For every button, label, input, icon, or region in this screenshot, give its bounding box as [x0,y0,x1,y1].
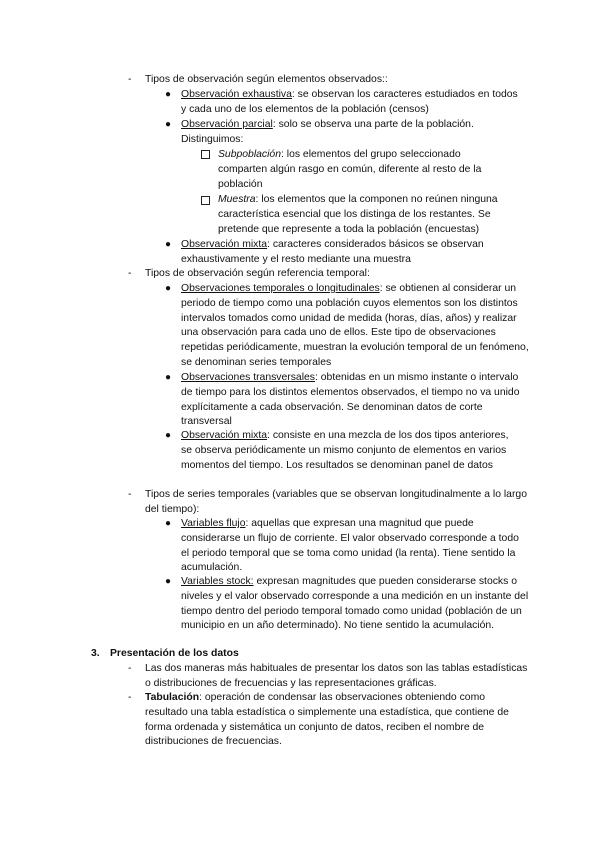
s1-sub-1: Subpoblación: los elementos del grupo seleccionado comparten algún rasgo en común, diferente al resto de la población [218,149,482,190]
s4-paragraph-2: Tabulación: operación de condensar las observaciones obteniendo como resultado una tabla estadística o simplemente una estadística, que contiene de forma ordenada y sistemática un conjunto de datos, reciben el nombre de distribuciones de frecuencias. [145,692,509,748]
dash-bullet [128,488,131,503]
s2-item-1: Observaciones temporales o longitudinales: se obtienen al considerar un periodo de tiempo como una población cuyos elementos son los distintos intervalos tomados como unidad de medida (horas, días, años) y realizar una observación para cada uno de ellos. Este tipo de observaciones repetidas periódicamente, muestran la evolución temporal de un fenómeno, se denominan series temporales [181,283,529,368]
s1-item-2: Observación parcial: solo se observa una parte de la población. Distinguimos: [181,119,474,145]
s1-sub-2: Muestra: los elementos que la componen no reúnen ninguna característica esencial que los distinga de los restantes. Se pretende que represente a toda la población (encuestas) [218,194,498,235]
s1-item-3: Observación mixta: caracteres considerados básicos se observan exhaustivamente y el resto mediante una muestra [181,239,484,265]
s3-heading: Tipos de series temporales (variables que se observan longitudinalmente a lo largo del tiempo): [145,489,527,515]
bullet-icon: ● [165,518,172,529]
bullet-icon: ● [165,89,172,100]
bullet-icon: ● [165,430,172,441]
bullet-icon: ● [165,576,172,587]
s3-item-2: Variables stock: expresan magnitudes que pueden considerarse stocks o niveles y el valor observado corresponde a una medición en un instante del tiempo dentro del periodo temporal tomado como unidad (población de un municipio en un año determinado). No tiene sentido la acumulación. [181,576,529,632]
s1-heading: Tipos de observación según elementos observados:: [145,74,388,85]
bullet-icon: ● [165,283,172,294]
dash-bullet [128,267,131,282]
s3-item-1: Variables flujo: aquellas que expresan una magnitud que puede considerarse un flujo de corriente. El valor observado corresponde a todo el periodo temporal que se toma como unidad (la renta). Tiene sentido la acumulación. [181,518,519,574]
dash-bullet [128,691,131,706]
checkbox-icon [201,196,210,205]
bullet-icon: ● [165,372,172,383]
dash-bullet [128,73,131,88]
dash-bullet [128,662,131,677]
s1-item-1: Observación exhaustiva: se observan los caracteres estudiados en todos y cada uno de los elementos de la población (censos) [181,89,518,115]
section-title: Presentación de los datos [110,648,239,659]
s2-item-3: Observación mixta: consiste en una mezcla de los dos tipos anteriores, se observa periódicamente un mismo conjunto de elementos en varios momentos del tiempo. Los resultados se denominan panel de datos [181,430,509,471]
bullet-icon: ● [165,239,172,250]
s4-paragraph-1: Las dos maneras más habituales de presentar los datos son las tablas estadísticas o distribuciones de frecuencias y las representaciones gráficas. [145,663,528,689]
section-number: 3. [91,648,100,659]
s2-heading: Tipos de observación según referencia temporal: [145,268,370,279]
s2-item-2: Observaciones transversales: obtenidas en un mismo instante o intervalo de tiempo para los distintos elementos observados, el tiempo no va unido explícitamente a cada observación. Se denominan datos de corte transversal [181,372,520,428]
checkbox-icon [201,150,210,159]
bullet-icon: ● [165,119,172,130]
